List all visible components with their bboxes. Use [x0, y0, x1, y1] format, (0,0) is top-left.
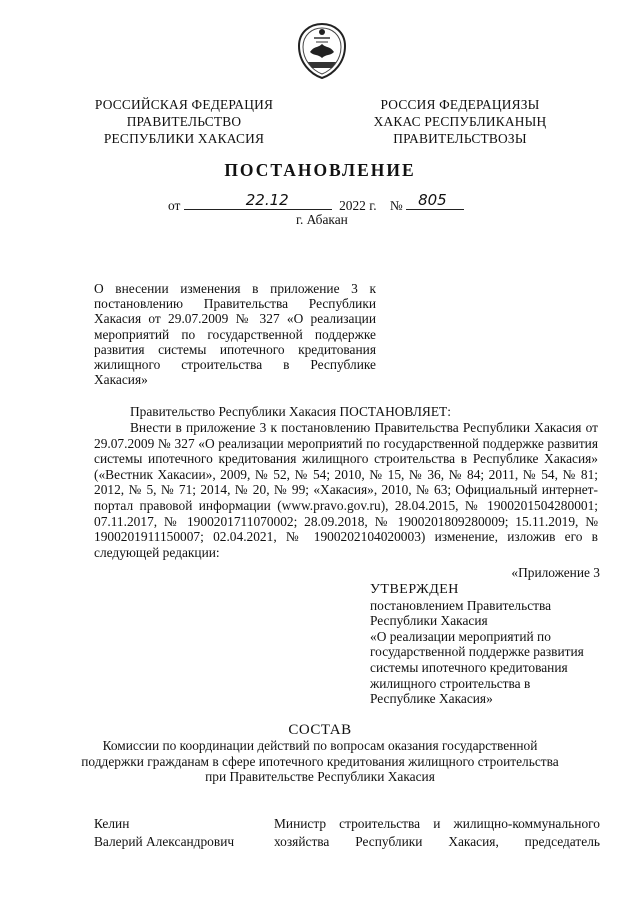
- decree-line: Правительство Республики Хакасия ПОСТАНОВЛЯЕТ:: [130, 404, 451, 419]
- number-field: [406, 191, 464, 210]
- approved-line: системы ипотечного кредитования: [370, 659, 568, 675]
- coat-of-arms-emblem: [296, 22, 348, 80]
- document-type-title: ПОСТАНОВЛЕНИЕ: [224, 160, 416, 180]
- approved-line: государственной поддержке развития: [370, 644, 584, 660]
- decree-paragraph: Внести в приложение 3 к постановлению Правительства Республики Хакасия от 29.07.2009 № 327 «О реализации мероприятий по государственной поддержке развития системы ипотечного кредитования жилищного строительства в Республике Хакасия» («Вестник Хакасии», 2009, № 52, № 54; 2010, № 15, № 36, № 84; 2011, № 54, № 81; 2012, № 5, № 71; 2014, № 20, № 99; «Хакасия», 2010, № 63; Официальный интернет-портал правовой информации (www.pravo.gov.ru), 28.04.2015, № 1900201504280001; 07.11.2017, № 1900201711070002; 28.09.2018, № 1900201809280009; 15.11.2019, № 1900201911150007; 02.04.2021, № 1900202104020003) изменение, изложив его в следующей редакции:: [94, 420, 598, 560]
- header-left-line: РЕСПУБЛИКИ ХАКАСИЯ: [103, 131, 265, 146]
- approved-line: жилищного строительства в: [370, 675, 531, 691]
- header-right-line: РОССИЯ ФЕДЕРАЦИЯЗЫ: [380, 97, 540, 112]
- header-right-line: ХАКАС РЕСПУБЛИКАНЫҢ: [373, 114, 547, 129]
- approved-block: [370, 582, 610, 707]
- composition-subtitle: Комиссии по координации действий по вопросам оказания государственной поддержки гражданам в сфере ипотечного кредитования жилищного строительства при Правительстве Республики Хакасия: [81, 738, 559, 785]
- header-left: [84, 96, 284, 147]
- approved-title: УТВЕРЖДЕН: [370, 582, 459, 597]
- number-label: №: [389, 198, 403, 213]
- member-name: [94, 815, 234, 851]
- composition-title: СОСТАВ: [288, 722, 352, 738]
- year-label: 2022 г.: [339, 198, 377, 213]
- approved-line: постановлением Правительства: [370, 597, 552, 613]
- city: г. Абакан: [296, 212, 348, 227]
- handwritten-number: 805: [418, 191, 447, 209]
- member-surname: Келин: [94, 816, 130, 831]
- date-field: [184, 191, 332, 210]
- header-right-line: ПРАВИТЕЛЬСТВОЗЫ: [393, 131, 527, 146]
- header-left-line: РОССИЙСКАЯ ФЕДЕРАЦИЯ: [94, 97, 274, 112]
- approved-line: Республике Хакасия»: [370, 691, 493, 707]
- member-role: Министр строительства и жилищно-коммунального хозяйства Республики Хакасия, председатель: [274, 816, 600, 849]
- from-label: от: [168, 198, 181, 213]
- subject-block: О внесении изменения в приложение 3 к постановлению Правительства Республики Хакасия от 29.07.2009 № 327 «О реализации мероприятий по государственной поддержке развития системы ипотечного кредитования жилищного строительства в Республике Хакасия»: [94, 281, 376, 388]
- appendix-number: «Приложение 3: [511, 565, 600, 580]
- header-left-line: ПРАВИТЕЛЬСТВО: [126, 114, 242, 129]
- member-given-name: Валерий Александрович: [94, 834, 235, 849]
- header-right: [360, 96, 560, 147]
- handwritten-date: 22.12: [245, 191, 289, 209]
- approved-line: «О реализации мероприятий по: [370, 628, 551, 644]
- approved-line: Республики Хакасия: [370, 613, 488, 629]
